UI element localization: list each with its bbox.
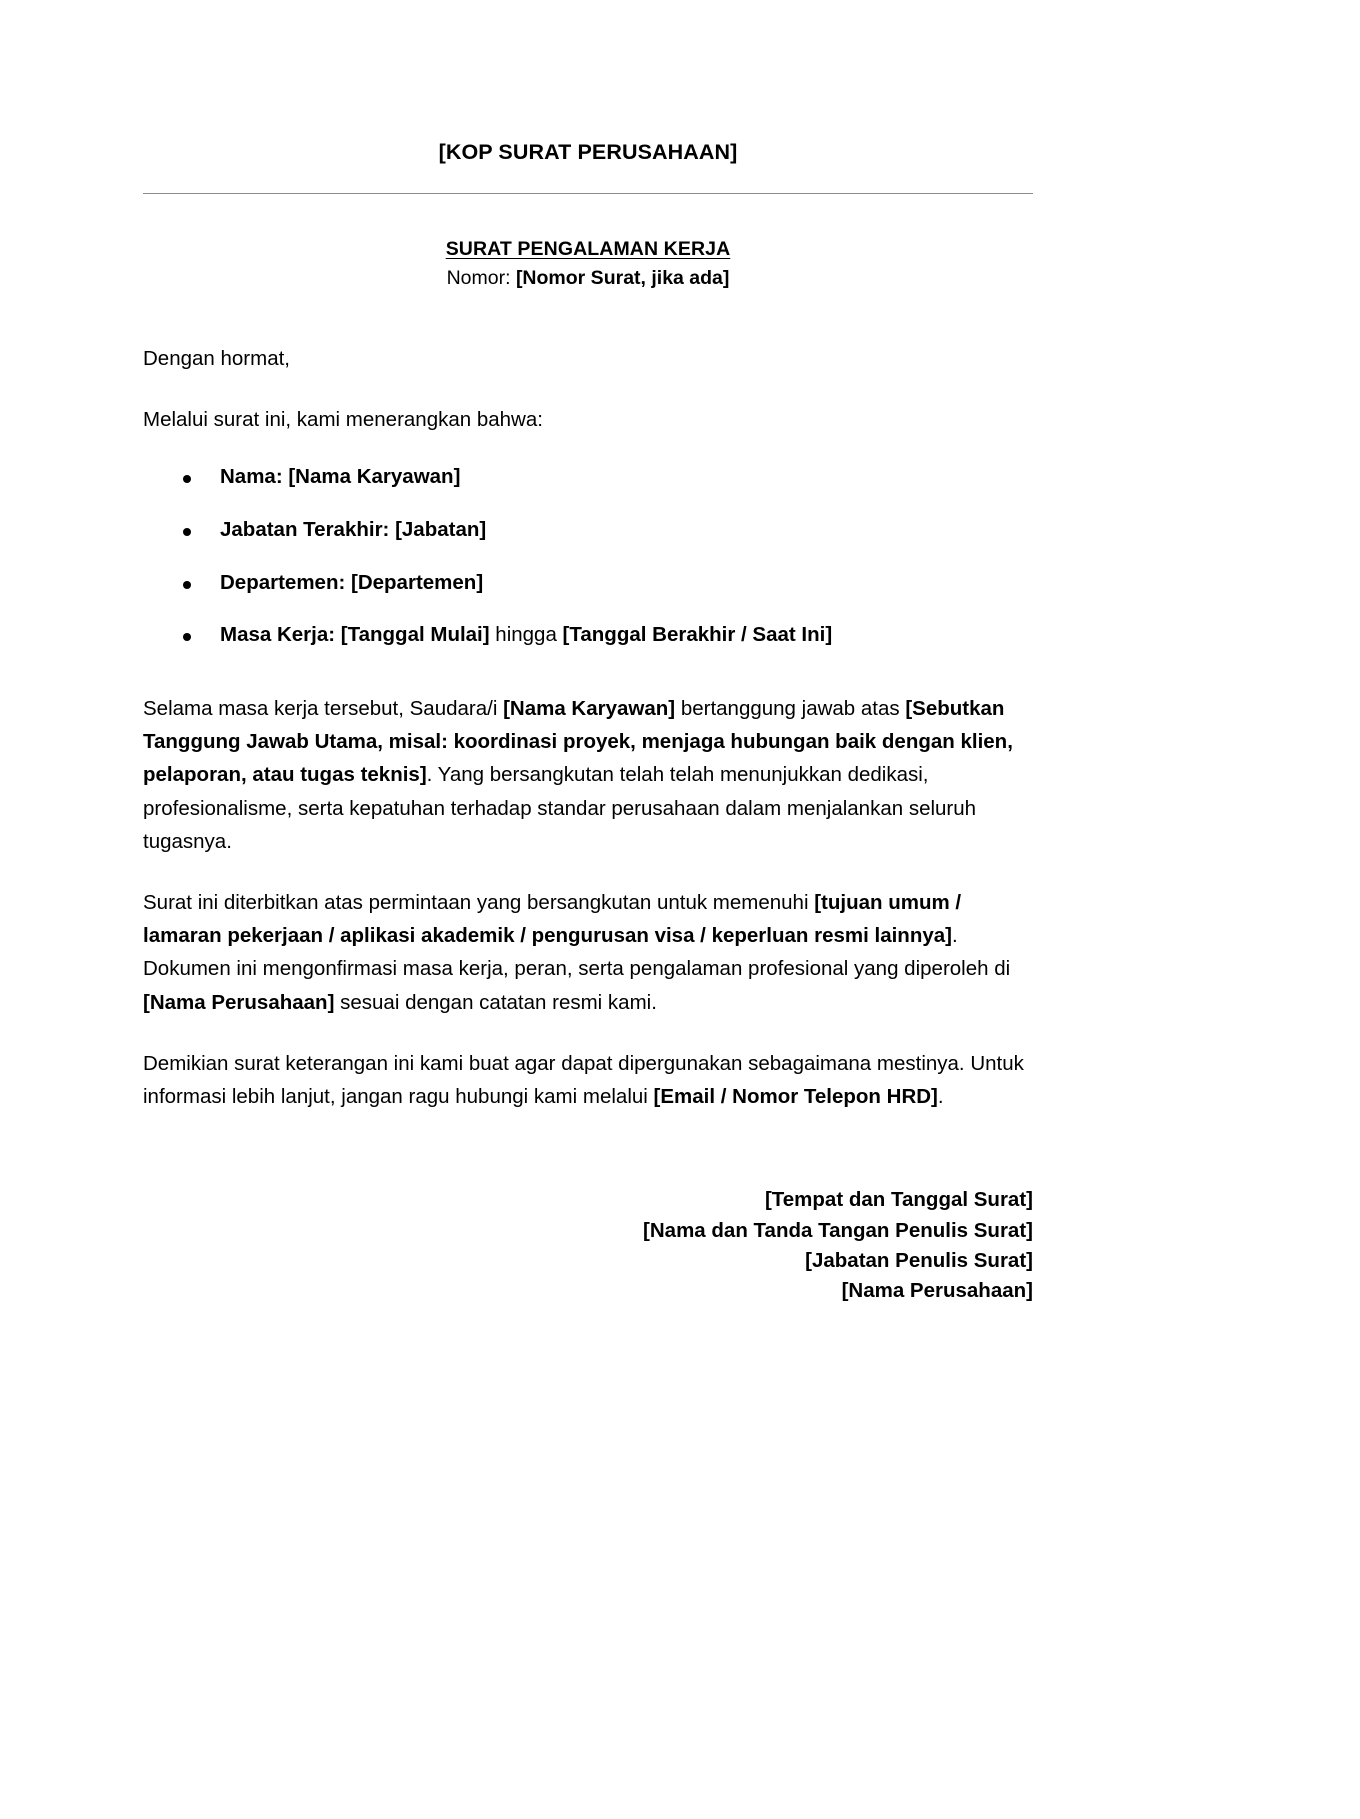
bold-placeholder: Masa Kerja: [Tanggal Mulai] — [220, 623, 490, 647]
bold-placeholder: [Nama Perusahaan] — [143, 990, 335, 1014]
title-block — [143, 236, 1033, 292]
bold-placeholder: Jabatan Terakhir: [Jabatan] — [220, 517, 487, 541]
header-divider — [143, 193, 1033, 194]
letter-body — [143, 342, 1033, 1114]
company-letterhead: [KOP SURAT PERUSAHAAN] — [438, 140, 738, 164]
text-run: . Dokumen ini mengonfirmasi masa kerja, peran, serta pengalaman profesional yang diperoleh di — [143, 924, 1011, 981]
list-item — [143, 462, 1033, 493]
text-run: Selama masa kerja tersebut, Saudara/i — [143, 697, 504, 721]
text-run: . — [937, 1085, 944, 1109]
bold-placeholder: [Nama Karyawan] — [503, 697, 676, 721]
bold-placeholder: [Email / Nomor Telepon HRD] — [653, 1085, 938, 1109]
document-number-value: [Nomor Surat, jika ada] — [515, 266, 730, 289]
bold-placeholder: [tujuan umum / lamaran pekerjaan / aplikasi akademik / pengurusan visa / keperluan resmi lainnya] — [143, 891, 962, 948]
intro-line: Melalui surat ini, kami menerangkan bahwa: — [143, 407, 543, 431]
bold-placeholder: [Sebutkan Tanggung Jawab Utama, misal: koordinasi proyek, menjaga hubungan baik dengan klien, pelaporan, atau tugas teknis] — [143, 697, 1013, 787]
list-item — [143, 568, 1033, 599]
signature-block — [143, 1185, 1033, 1306]
text-run: . Yang bersangkutan telah telah menunjukkan dedikasi, profesionalisme, serta kepatuhan terhadap standar perusahaan dalam menjalankan seluruh tugasnya. — [143, 763, 977, 853]
body-paragraph — [143, 692, 1033, 858]
bold-placeholder: [Tanggal Berakhir / Saat Ini] — [562, 623, 833, 647]
signature-line: [Nama Perusahaan] — [841, 1279, 1033, 1303]
bold-placeholder: Nama: [Nama Karyawan] — [220, 465, 461, 489]
bold-placeholder: Departemen: [Departemen] — [220, 570, 484, 594]
list-item — [143, 515, 1033, 546]
document-number-label: Nomor: — [446, 266, 516, 289]
signature-line: [Jabatan Penulis Surat] — [805, 1248, 1033, 1272]
bullets-spacer — [143, 679, 1033, 692]
body-paragraphs — [143, 692, 1033, 1113]
signature-line: [Nama dan Tanda Tangan Penulis Surat] — [643, 1218, 1033, 1242]
salutation: Dengan hormat, — [143, 346, 291, 370]
list-item — [143, 620, 1033, 651]
text-run: Surat ini diterbitkan atas permintaan yang bersangkutan untuk memenuhi — [143, 891, 815, 915]
document-content — [143, 0, 1033, 1307]
document-number-line — [143, 265, 1033, 292]
text-run: sesuai dengan catatan resmi kami. — [334, 990, 657, 1014]
text-run: hingga — [489, 623, 563, 647]
employee-details-list — [143, 462, 1033, 651]
text-run: bertanggung jawab atas — [675, 697, 906, 721]
body-paragraph — [143, 1047, 1033, 1113]
document-title: SURAT PENGALAMAN KERJA — [445, 237, 731, 260]
text-run: Demikian surat keterangan ini kami buat agar dapat dipergunakan sebagaimana mestinya. Untuk informasi lebih lanjut, jangan ragu hubungi kami melalui — [143, 1051, 1024, 1109]
body-paragraph — [143, 886, 1033, 1019]
signature-line: [Tempat dan Tanggal Surat] — [764, 1188, 1033, 1212]
